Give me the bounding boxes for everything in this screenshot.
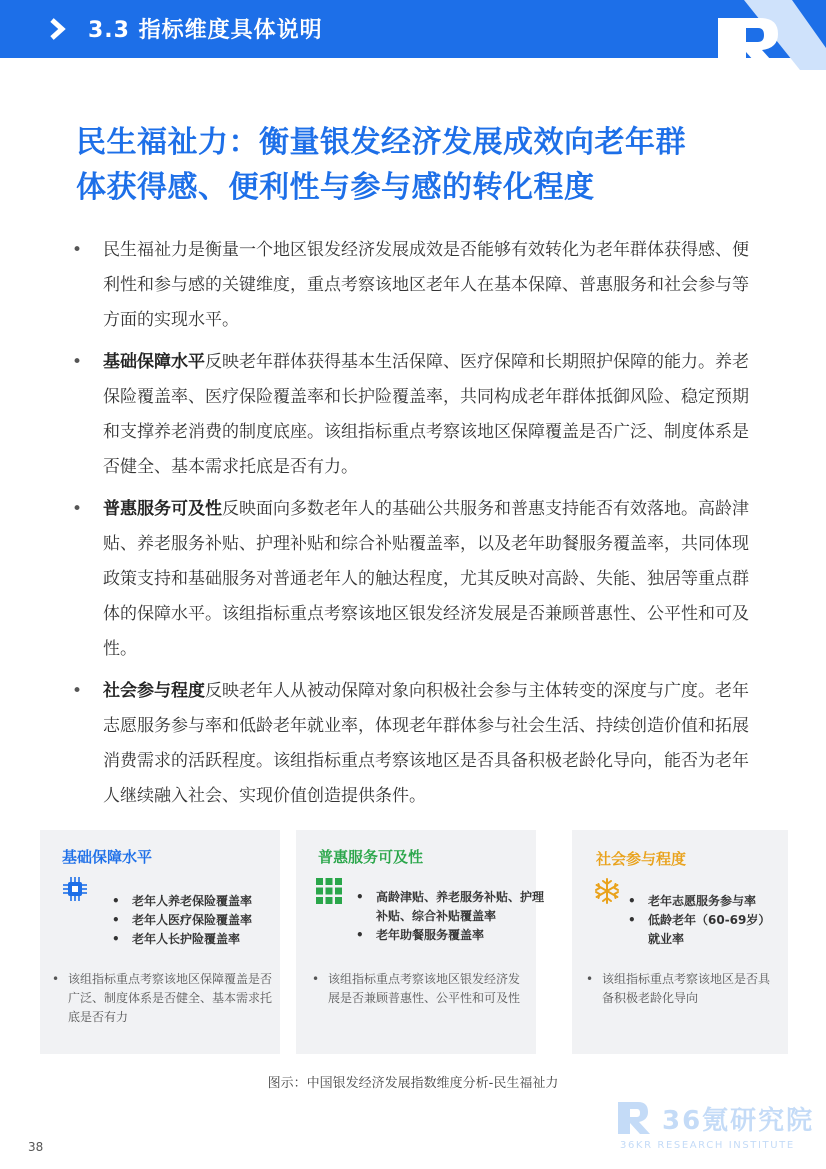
bullet-dot: • — [72, 681, 83, 701]
bullet-text: 反映面向多数老年人的基础公共服务和普惠支持能否有效落地。高龄津贴、养老服务补贴、护理补贴和综合补贴覆盖率，以及老年助餐服务覆盖率，共同体现政策支持和基础服务对普通老年人的触达程度，尤其反映对高龄、失能、独居等重点群体的保障水平。该组指标重点考察该地区银发经济发展是否兼顾普惠性、公平性和可及性。 — [103, 499, 749, 659]
card-note — [312, 970, 527, 1008]
bullet-list — [72, 233, 762, 821]
note-dot: • — [312, 972, 320, 986]
card-social-participation — [572, 830, 788, 1054]
list-dot: • — [112, 913, 120, 927]
institute-subtitle: 36KR RESEARCH INSTITUTE — [620, 1140, 795, 1151]
heading-line-2: 体获得感、便利性与参与感的转化程度 — [76, 170, 595, 205]
bullet-text: 反映老年群体获得基本生活保障、医疗保障和长期照护保障的能力。养老保险覆盖率、医疗保险覆盖率和长护险覆盖率，共同构成老年群体抵御风险、稳定预期和支撑养老消费的制度底座。该组指标重点考察该地区保障覆盖是否广泛、制度体系是否健全、基本需求托底是否有力。 — [103, 352, 749, 477]
card-indicator — [628, 892, 778, 911]
list-dot: • — [356, 890, 364, 904]
list-dot: • — [112, 932, 120, 946]
snowflake-icon — [594, 878, 620, 904]
bullet-term: 社会参与程度 — [103, 681, 205, 701]
grid-icon — [316, 878, 342, 904]
list-dot: • — [628, 913, 636, 927]
bullet-text: 民生福祉力是衡量一个地区银发经济发展成效是否能够有效转化为老年群体获得感、便利性和参与感的关键维度，重点考察该地区老年人在基本保障、普惠服务和社会参与等方面的实现水平。 — [103, 240, 749, 330]
indicator-text: 老年志愿服务参与率 — [648, 894, 757, 908]
list-dot: • — [628, 894, 636, 908]
note-text: 该组指标重点考察该地区保障覆盖是否广泛、制度体系是否健全、基本需求托底是否有力 — [68, 972, 273, 1024]
bullet-item-social-participation — [72, 674, 762, 814]
institute-name: 36氪研究院 — [662, 1106, 815, 1136]
bullet-item-intro — [72, 233, 762, 338]
card-indicator — [112, 911, 312, 930]
36kr-r-logo-icon — [614, 1098, 654, 1138]
page-heading — [76, 120, 766, 210]
card-inclusive-service — [296, 830, 545, 1054]
dimension-figure — [40, 830, 788, 1054]
card-indicator — [112, 892, 312, 911]
bullet-dot: • — [72, 499, 83, 519]
card-indicator-list — [356, 888, 546, 945]
indicator-text: 老年人医疗保险覆盖率 — [132, 913, 253, 927]
card-note — [586, 970, 776, 1008]
36kr-r-logo-icon — [700, 0, 826, 70]
indicator-text: 老年人长护险覆盖率 — [132, 932, 241, 946]
bullet-item-inclusive-service — [72, 492, 762, 667]
card-indicator-list — [628, 892, 778, 949]
chevron-right-icon — [48, 17, 70, 41]
card-indicator — [356, 888, 546, 926]
card-title: 社会参与程度 — [596, 850, 687, 868]
figure-caption: 图示：中国银发经济发展指数维度分析-民生福祉力 — [267, 1076, 559, 1091]
indicator-text: 老年人养老保险覆盖率 — [132, 894, 253, 908]
heading-line-1: 民生福祉力：衡量银发经济发展成效向老年群 — [76, 125, 686, 160]
card-title: 普惠服务可及性 — [318, 848, 424, 866]
note-dot: • — [52, 972, 60, 986]
indicator-text: 低龄老年（60-69岁）就业率 — [648, 913, 771, 946]
section-title: 3.3 指标维度具体说明 — [88, 18, 323, 43]
chip-icon — [62, 876, 88, 902]
list-dot: • — [356, 928, 364, 942]
bullet-term: 普惠服务可及性 — [103, 499, 222, 519]
note-text: 该组指标重点考察该地区银发经济发展是否兼顾普惠性、公平性和可及性 — [328, 972, 521, 1005]
card-indicator — [356, 926, 546, 945]
card-note — [52, 970, 282, 1027]
card-indicator — [112, 930, 312, 949]
bullet-dot: • — [72, 352, 83, 372]
bullet-term: 基础保障水平 — [103, 352, 205, 372]
card-basic-security — [40, 830, 280, 1054]
indicator-text: 老年助餐服务覆盖率 — [376, 928, 485, 942]
note-dot: • — [586, 972, 594, 986]
card-indicator — [628, 911, 778, 949]
bullet-item-basic-security — [72, 345, 762, 485]
card-title: 基础保障水平 — [62, 848, 153, 866]
bullet-text: 反映老年人从被动保障对象向积极社会参与主体转变的深度与广度。老年志愿服务参与率和低龄老年就业率，体现老年群体参与社会生活、持续创造价值和拓展消费需求的活跃程度。该组指标重点考察该地区是否具备积极老龄化导向，能否为老年人继续融入社会、实现价值创造提供条件。 — [103, 681, 749, 806]
note-text: 该组指标重点考察该地区是否具备积极老龄化导向 — [602, 972, 771, 1005]
indicator-text: 高龄津贴、养老服务补贴、护理补贴、综合补贴覆盖率 — [376, 890, 545, 923]
card-indicator-list — [112, 892, 312, 949]
list-dot: • — [112, 894, 120, 908]
bullet-dot: • — [72, 240, 83, 260]
page-number: 38 — [28, 1140, 44, 1154]
